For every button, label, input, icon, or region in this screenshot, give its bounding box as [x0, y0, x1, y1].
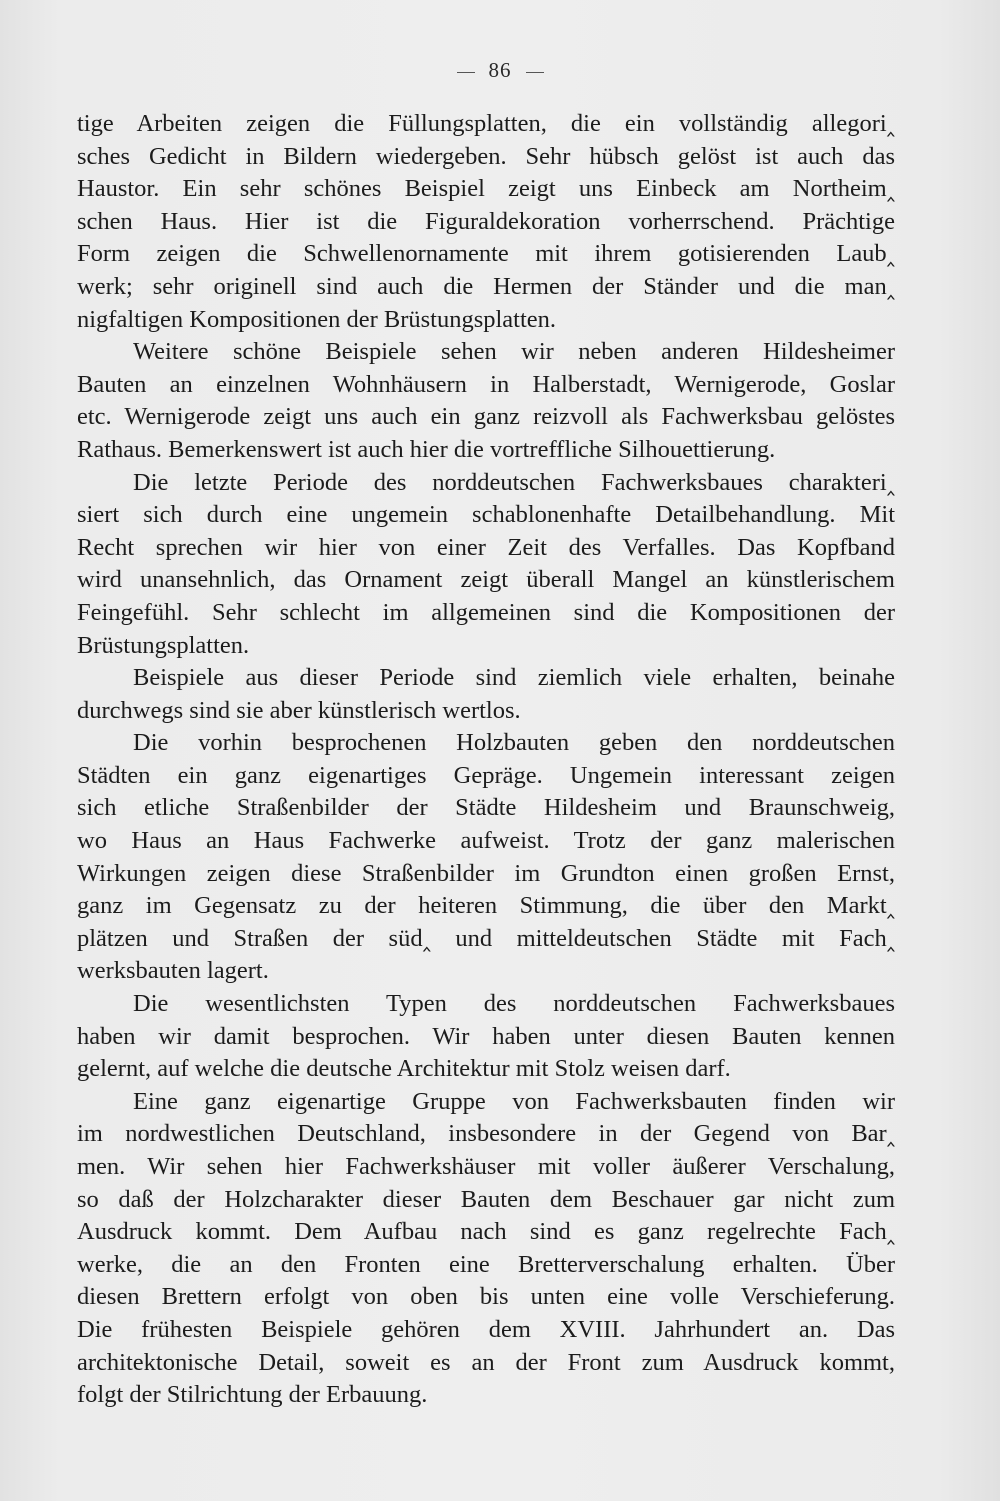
text-line: sches Gedicht in Bildern wiedergeben. Sehr hübsch gelöst ist auch das [77, 142, 895, 170]
text-line: Bauten an einzelnen Wohnhäusern in Halberstadt, Wernigerode, Goslar [77, 370, 895, 398]
text-line: Die vorhin besprochenen Holzbauten geben den norddeutschen [133, 729, 895, 757]
text-line: Feingefühl. Sehr schlecht im allgemeinen sind die Kompositionen der [77, 598, 895, 626]
text-line: Städten ein ganz eigenartiges Gepräge. Ungemein interessant zeigen [77, 761, 895, 789]
text-line: wo Haus an Haus Fachwerke aufweist. Trotz der ganz malerischen [77, 827, 895, 855]
page-header [0, 58, 1000, 83]
text-line: Beispiele aus dieser Periode sind ziemlich viele erhalten, beinahe [133, 664, 895, 692]
body-text [77, 108, 895, 1412]
text-line: Haustor. Ein sehr schönes Beispiel zeigt uns Einbeck am Northeim‸ [77, 175, 895, 203]
text-line: schen Haus. Hier ist die Figuraldekoration vorherrschend. Prächtige [77, 207, 895, 235]
text-line: architektonische Detail, soweit es an der Front zum Ausdruck kommt, [77, 1348, 895, 1376]
text-line: Brüstungsplatten. [77, 631, 250, 659]
text-line: Die wesentlichsten Typen des norddeutschen Fachwerksbaues [133, 990, 895, 1018]
text-line: siert sich durch eine ungemein schablonenhafte Detailbehandlung. Mit [77, 501, 895, 529]
text-line: folgt der Stilrichtung der Erbauung. [77, 1381, 428, 1409]
paragraph [77, 467, 895, 663]
text-line: im nordwestlichen Deutschland, insbesondere in der Gegend von Bar‸ [77, 1120, 895, 1148]
text-line: Ausdruck kommt. Dem Aufbau nach sind es ganz regelrechte Fach‸ [77, 1218, 895, 1246]
text-line: nigfaltigen Kompositionen der Brüstungsplatten. [77, 305, 557, 333]
paragraph [77, 1086, 895, 1412]
header-dash-left [457, 72, 475, 73]
text-line: Recht sprechen wir hier von einer Zeit des Verfalles. Das Kopfband [77, 533, 895, 561]
text-line: Wirkungen zeigen diese Straßenbilder im Grundton einen großen Ernst, [77, 859, 895, 887]
text-line: Form zeigen die Schwellenornamente mit ihrem gotisierenden Laub‸ [77, 240, 895, 268]
text-line: Die frühesten Beispiele gehören dem XVIII. Jahrhundert an. Das [77, 1315, 895, 1343]
text-line: sich etliche Straßenbilder der Städte Hildesheim und Braunschweig, [77, 794, 895, 822]
text-line: durchwegs sind sie aber künstlerisch wertlos. [77, 696, 521, 724]
text-line: werksbauten lagert. [77, 957, 269, 985]
text-line: Weitere schöne Beispiele sehen wir neben anderen Hildesheimer [133, 338, 895, 366]
text-line: Eine ganz eigenartige Gruppe von Fachwerksbauten finden wir [133, 1087, 895, 1115]
paragraph [77, 108, 895, 336]
text-line: men. Wir sehen hier Fachwerkshäuser mit voller äußerer Verschalung, [77, 1153, 895, 1180]
text-line: diesen Brettern erfolgt von oben bis unten eine volle Verschieferung. [77, 1283, 895, 1311]
text-line: gelernt, auf welche die deutsche Architektur mit Stolz weisen darf. [77, 1055, 731, 1083]
text-line: tige Arbeiten zeigen die Füllungsplatten, die ein vollständig allegori‸ [77, 110, 895, 137]
paragraph [77, 988, 895, 1086]
text-line: werk; sehr originell sind auch die Hermen der Ständer und die man‸ [77, 272, 895, 300]
header-dash-right [526, 72, 544, 73]
text-line: Die letzte Periode des norddeutschen Fachwerksbaues charakteri‸ [133, 468, 895, 496]
text-line: etc. Wernigerode zeigt uns auch ein ganz reizvoll als Fachwerksbau gelöstes [77, 403, 895, 431]
text-line: Rathaus. Bemerkenswert ist auch hier die vortreffliche Silhouettierung. [77, 435, 776, 463]
text-line: plätzen und Straßen der süd‸ und mitteldeutschen Städte mit Fach‸ [77, 924, 895, 952]
text-line: werke, die an den Fronten eine Bretterverschalung erhalten. Über [77, 1250, 895, 1278]
paragraph [77, 727, 895, 988]
text-line: so daß der Holzcharakter dieser Bauten dem Beschauer gar nicht zum [77, 1185, 895, 1213]
page-number: 86 [488, 58, 512, 82]
paragraph [77, 662, 895, 727]
text-line: wird unansehnlich, das Ornament zeigt überall Mangel an künstlerischem [77, 566, 895, 594]
text-line: haben wir damit besprochen. Wir haben unter diesen Bauten kennen [77, 1022, 895, 1050]
text-line: ganz im Gegensatz zu der heiteren Stimmung, die über den Markt‸ [77, 892, 895, 920]
paragraph [77, 336, 895, 466]
